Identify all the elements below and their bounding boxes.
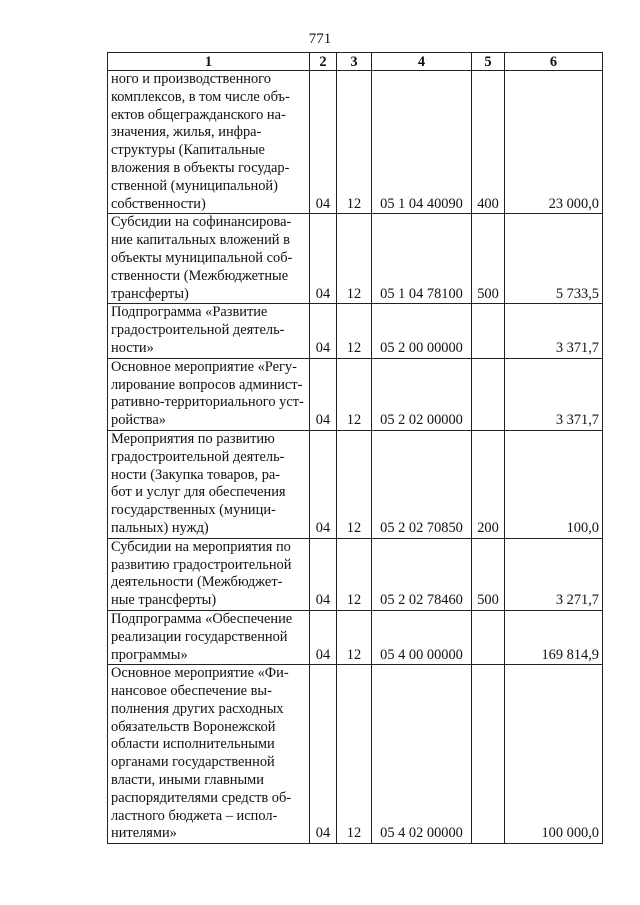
row-section: 04 [310,358,337,430]
row-name: Подпрограмма «Обеспечение реализации государственной программы» [108,610,310,664]
row-target-article: 05 4 00 00000 [372,610,472,664]
row-subsection: 12 [337,538,372,610]
row-target-article: 05 1 04 78100 [372,214,472,304]
row-subsection: 12 [337,71,372,214]
row-subsection: 12 [337,214,372,304]
header-col-1: 1 [108,53,310,71]
table-header-row [108,53,603,71]
row-section: 04 [310,71,337,214]
row-expense-type: 400 [472,71,505,214]
row-name: ного и производственного комплексов, в том числе объ- ектов общегражданского на- значения, жилья, инфра- структуры (Капитальные вложения в объекты государ- ственной (муниципальной) собственности) [108,71,310,214]
row-target-article: 05 2 02 00000 [372,358,472,430]
row-name: Основное мероприятие «Регу- лирование вопросов админист- ративно-территориального уст- ройства» [108,358,310,430]
row-section: 04 [310,665,337,844]
row-amount: 5 733,5 [505,214,603,304]
row-subsection: 12 [337,358,372,430]
row-name: Мероприятия по развитию градостроительной деятель- ности (Закупка товаров, ра- бот и услуг для обеспечения государственных (муници- пальных) нужд) [108,430,310,538]
table-row [108,665,603,844]
table-row [108,430,603,538]
row-amount: 3 271,7 [505,538,603,610]
row-name: Основное мероприятие «Фи- нансовое обеспечение вы- полнения других расходных обязательств Воронежской области исполнительными органами государственной власти, иными главными распорядителями средств об- ластного бюджета – испол- нителями» [108,665,310,844]
page-number: 771 [308,31,332,47]
row-target-article: 05 2 02 70850 [372,430,472,538]
header-col-4: 4 [372,53,472,71]
row-amount: 169 814,9 [505,610,603,664]
budget-table [107,52,603,844]
row-target-article: 05 2 00 00000 [372,304,472,358]
row-name: Подпрограмма «Развитие градостроительной деятель- ности» [108,304,310,358]
row-name: Субсидии на софинансирова- ние капитальных вложений в объекты муниципальной соб- ственности (Межбюджетные трансферты) [108,214,310,304]
row-expense-type: 500 [472,214,505,304]
row-subsection: 12 [337,304,372,358]
row-amount: 100,0 [505,430,603,538]
row-expense-type [472,665,505,844]
table-row [108,358,603,430]
row-target-article: 05 2 02 78460 [372,538,472,610]
row-expense-type [472,358,505,430]
header-col-2: 2 [310,53,337,71]
row-section: 04 [310,538,337,610]
row-amount: 100 000,0 [505,665,603,844]
row-expense-type: 500 [472,538,505,610]
row-section: 04 [310,610,337,664]
row-target-article: 05 4 02 00000 [372,665,472,844]
row-section: 04 [310,430,337,538]
table-row [108,304,603,358]
row-expense-type [472,610,505,664]
row-name: Субсидии на мероприятия по развитию градостроительной деятельности (Межбюджет- ные трансферты) [108,538,310,610]
table-row [108,214,603,304]
row-expense-type [472,304,505,358]
table-row [108,71,603,214]
row-target-article: 05 1 04 40090 [372,71,472,214]
table-row [108,610,603,664]
row-section: 04 [310,304,337,358]
row-amount: 23 000,0 [505,71,603,214]
header-col-3: 3 [337,53,372,71]
table-row [108,538,603,610]
row-subsection: 12 [337,665,372,844]
row-expense-type: 200 [472,430,505,538]
row-amount: 3 371,7 [505,358,603,430]
header-col-5: 5 [472,53,505,71]
row-section: 04 [310,214,337,304]
header-col-6: 6 [505,53,603,71]
row-subsection: 12 [337,610,372,664]
row-subsection: 12 [337,430,372,538]
row-amount: 3 371,7 [505,304,603,358]
